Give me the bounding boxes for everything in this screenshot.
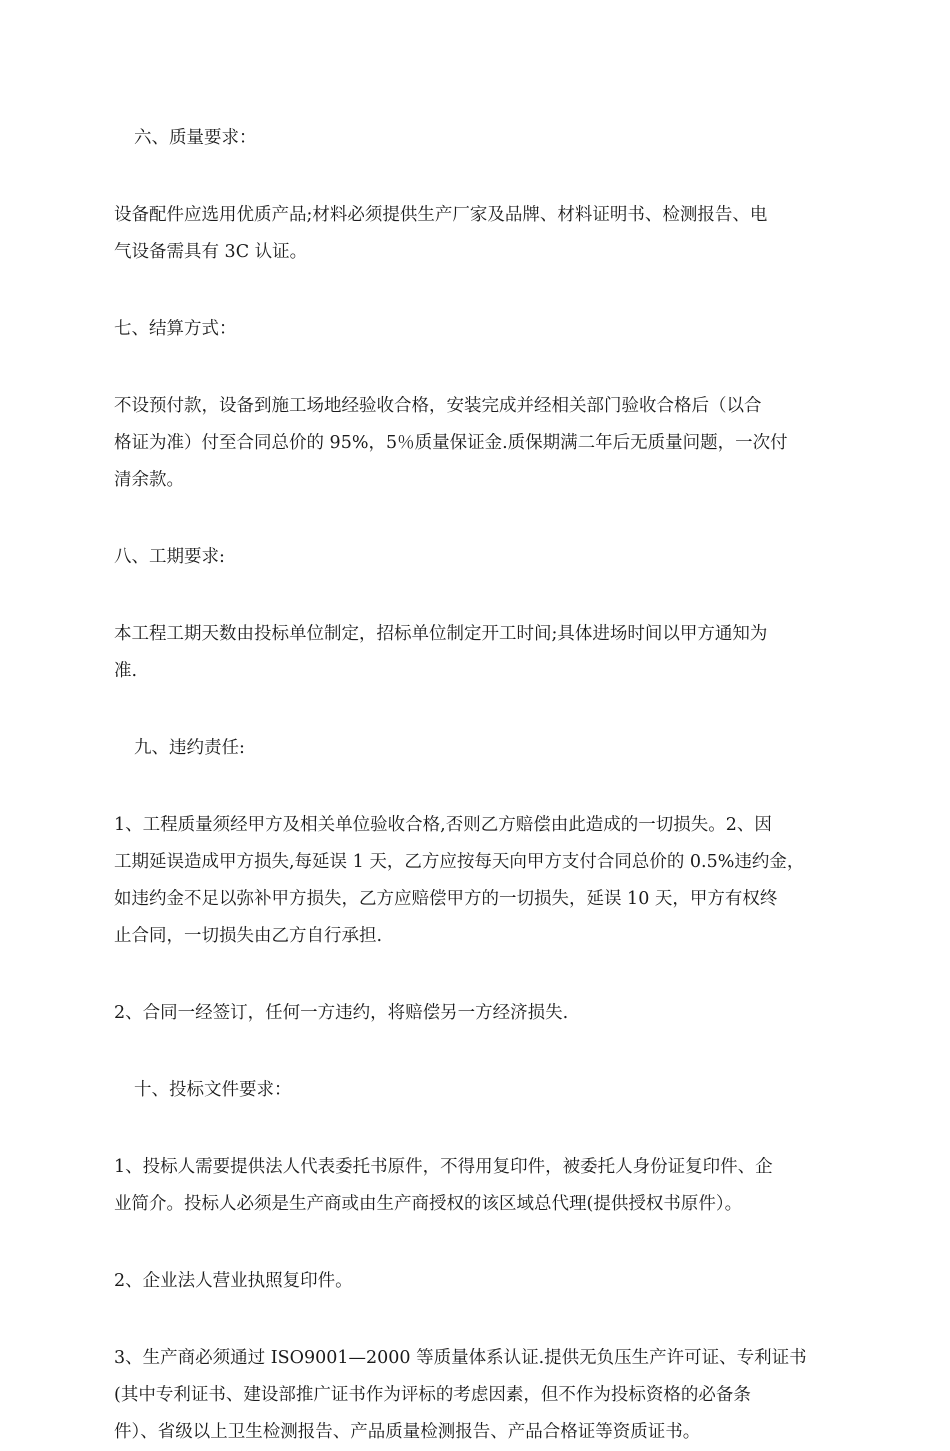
section-6-line-2: 气设备需具有 3C 认证。: [114, 242, 308, 262]
document-page: [114, 120, 836, 1451]
section-9-item-1-line-3: 如违约金不足以弥补甲方损失，乙方应赔偿甲方的一切损失，延误 10 天，甲方有权终: [114, 889, 778, 909]
section-9-item-1-line-1: 1、工程质量须经甲方及相关单位验收合格,否则乙方赔偿由此造成的一切损失。2、因: [114, 815, 772, 835]
section-7-heading: 七、结算方式：: [114, 319, 237, 339]
section-9-item-2: 2、合同一经签订，任何一方违约，将赔偿另一方经济损失.: [114, 1003, 569, 1023]
section-7-line-1: 不设预付款，设备到施工场地经验收合格，安装完成并经相关部门验收合格后（以合: [114, 396, 762, 416]
section-9-heading: 九、违约责任:: [134, 738, 245, 758]
section-9-item-1-line-2: 工期延误造成甲方损失,每延误 1 天，乙方应按每天向甲方支付合同总价的 0.5%违约金，: [114, 852, 805, 872]
section-10-item-2: 2、企业法人营业执照复印件。: [114, 1271, 353, 1291]
section-10-item-3-line-1: 3、生产商必须通过 ISO9001—2000 等质量体系认证.提供无负压生产许可证、专利证书: [114, 1348, 807, 1368]
section-10-item-3-line-2: (其中专利证书、建设部推广证书作为评标的考虑因素，但不作为投标资格的必备条: [114, 1385, 751, 1405]
section-8-line-1: 本工程工期天数由投标单位制定，招标单位制定开工时间;具体进场时间以甲方通知为: [114, 624, 768, 644]
section-9-item-1-line-4: 止合同，一切损失由乙方自行承担.: [114, 926, 383, 946]
section-10-item-3-line-3: 件）、省级以上卫生检测报告、产品质量检测报告、产品合格证等资质证书。: [114, 1422, 701, 1442]
section-8-line-2: 准.: [114, 661, 138, 681]
section-8-heading: 八、工期要求:: [114, 547, 225, 567]
section-7-line-2: 格证为准）付至合同总价的 95%，5％质量保证金.质保期满二年后无质量问题，一次付: [114, 433, 788, 453]
section-7-line-3: 清余款。: [114, 470, 184, 490]
section-6-heading: 六、质量要求：: [134, 128, 257, 148]
section-6-line-1: 设备配件应选用优质产品;材料必须提供生产厂家及品牌、材料证明书、检测报告、电: [114, 205, 768, 225]
section-10-item-1-line-1: 1、投标人需要提供法人代表委托书原件，不得用复印件，被委托人身份证复印件、企: [114, 1157, 773, 1177]
section-10-item-1-line-2: 业简介。投标人必须是生产商或由生产商授权的该区域总代理(提供授权书原件）。: [114, 1194, 743, 1214]
section-10-heading: 十、投标文件要求：: [134, 1080, 292, 1100]
